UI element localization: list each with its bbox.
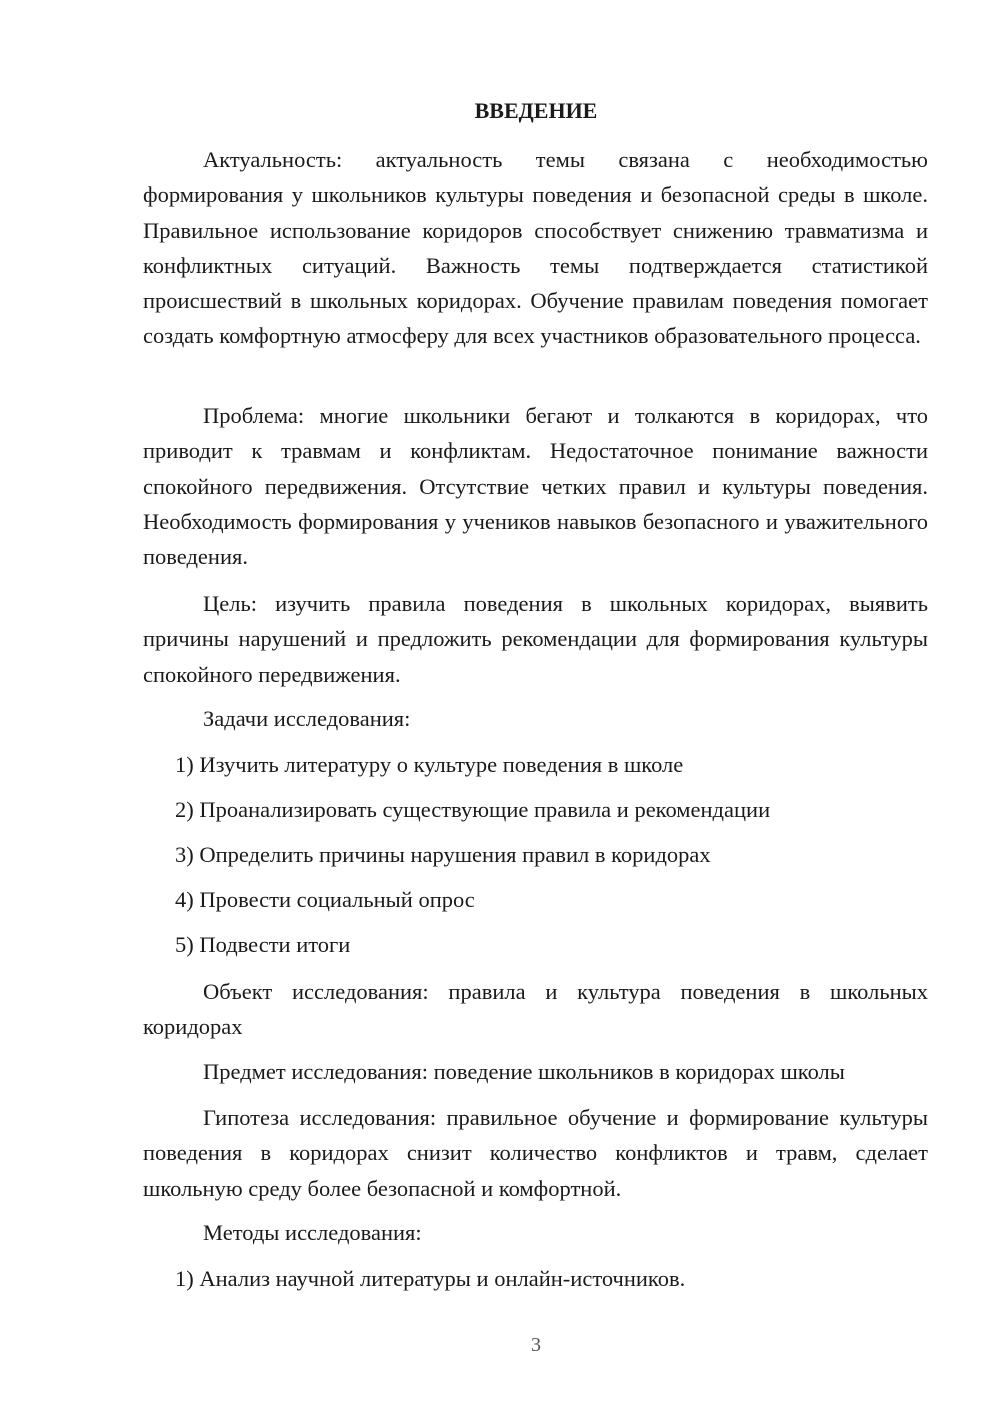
task-item-3: 3) Определить причины нарушения правил в коридорах	[175, 842, 711, 867]
relevance-paragraph: Актуальность: актуальность темы связана с необходимостью формирования у школьников культуры поведения и безопасной среды в школе. Правильное использование коридоров способствует снижению травматизма и конфликтных ситуаций. Важность темы подтверждается статистикой происшествий в школьных коридорах. Обучение правилам поведения помогает создать комфортную атмосферу для всех участников образовательного процесса.	[143, 147, 928, 349]
goal-paragraph: Цель: изучить правила поведения в школьных коридорах, выявить причины нарушений и предложить рекомендации для формирования культуры спокойного передвижения.	[143, 591, 928, 687]
subject-line: Предмет исследования: поведение школьников в коридорах школы	[203, 1059, 845, 1084]
task-item-5: 5) Подвести итоги	[175, 932, 351, 957]
hypothesis-paragraph: Гипотеза исследования: правильное обучение и формирование культуры поведения в коридорах снизит количество конфликтов и травм, сделает школьную среду более безопасной и комфортной.	[143, 1105, 928, 1201]
problem-paragraph: Проблема: многие школьники бегают и толкаются в коридорах, что приводит к травмам и конфликтам. Недостаточное понимание важности спокойного передвижения. Отсутствие четких правил и культуры поведения. Необходимость формирования у учеников навыков безопасного и уважительного поведения.	[143, 403, 928, 570]
object-paragraph: Объект исследования: правила и культура поведения в школьных коридорах	[143, 979, 928, 1040]
task-item-1: 1) Изучить литературу о культуре поведения в школе	[175, 752, 684, 777]
task-item-2: 2) Проанализировать существующие правила и рекомендации	[175, 797, 771, 822]
task-item-4: 4) Провести социальный опрос	[175, 887, 475, 912]
tasks-heading: Задачи исследования:	[203, 706, 411, 731]
method-item-1: 1) Анализ научной литературы и онлайн-источников.	[175, 1266, 686, 1291]
page-number: 3	[531, 1334, 541, 1356]
page-title: ВВЕДЕНИЕ	[474, 98, 598, 123]
methods-heading: Методы исследования:	[203, 1220, 422, 1245]
